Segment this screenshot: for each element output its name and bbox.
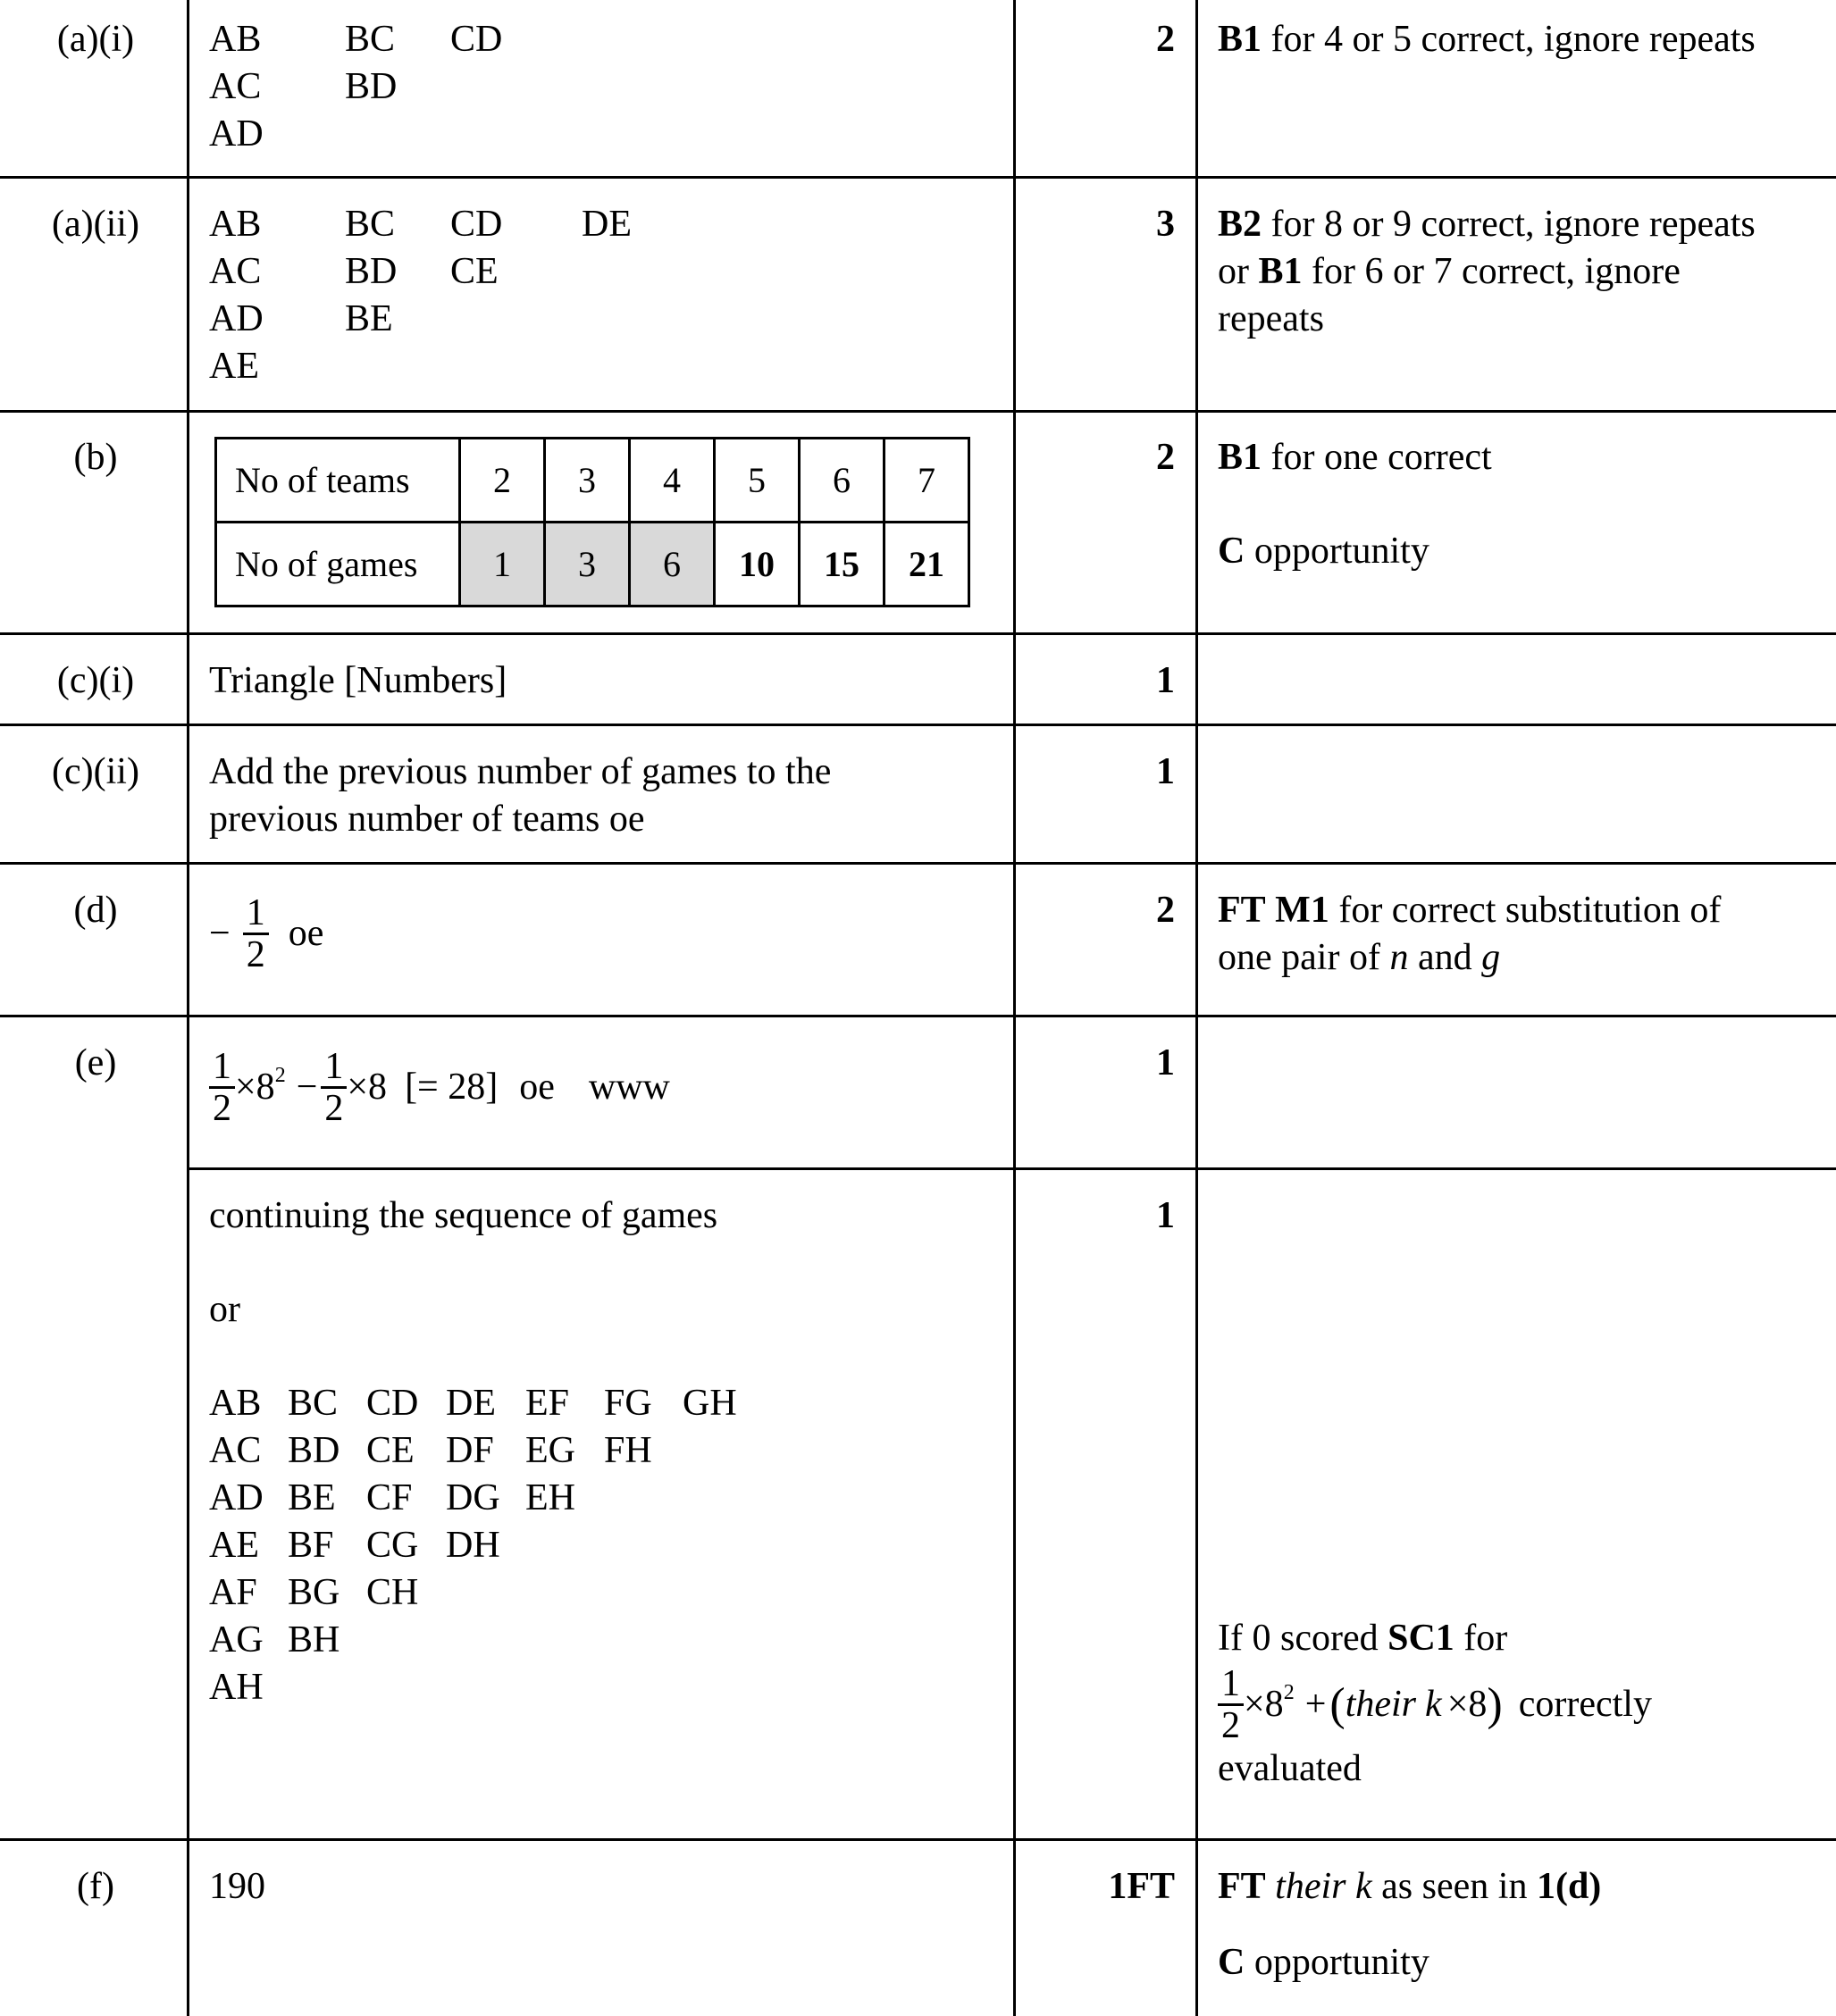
pair xyxy=(450,63,502,111)
part-label-b: (b) xyxy=(73,437,118,478)
part-label-a-ii: (a)(ii) xyxy=(52,204,139,245)
games-answer-cell: 15 xyxy=(800,523,884,606)
part-label-d: (d) xyxy=(73,890,118,931)
pair: CE xyxy=(450,251,499,292)
their-text: their xyxy=(1345,1684,1417,1725)
pairs-list-e xyxy=(209,1380,737,1711)
mark-e-1: 1 xyxy=(1156,1042,1175,1083)
pair: BC xyxy=(288,1383,339,1424)
pair xyxy=(683,1617,737,1664)
mark-c-ii: 1 xyxy=(1156,751,1175,792)
pair xyxy=(683,1427,737,1475)
mark-code: C xyxy=(1218,531,1245,572)
guidance-text: for xyxy=(1454,1618,1508,1659)
teams-cell: 2 xyxy=(460,439,545,523)
part-label-f: (f) xyxy=(77,1866,114,1907)
answer-a-i xyxy=(209,16,502,158)
pair: BD xyxy=(345,251,398,292)
pair xyxy=(525,1617,604,1664)
fraction xyxy=(243,893,269,975)
teams-cell: 3 xyxy=(545,439,630,523)
pairs-list-a-i xyxy=(209,16,502,158)
pair: DE xyxy=(582,204,632,245)
pair: BC xyxy=(345,19,396,60)
pair: BC xyxy=(345,204,396,245)
row-divider xyxy=(0,1838,1836,1841)
term: ×8 xyxy=(347,1067,388,1108)
pair xyxy=(446,1617,525,1664)
mark-a-ii: 3 xyxy=(1156,204,1175,245)
pair: AB xyxy=(209,204,262,245)
pair: BD xyxy=(288,1430,340,1471)
pair xyxy=(525,1569,604,1617)
row-divider xyxy=(0,862,1836,865)
guidance-text: one pair of xyxy=(1218,937,1390,978)
pair: AE xyxy=(209,346,259,387)
pair xyxy=(604,1617,683,1664)
games-answer-cell: 21 xyxy=(884,523,969,606)
answer-c-ii xyxy=(209,749,831,843)
pair: CD xyxy=(450,204,503,245)
pair xyxy=(345,111,450,158)
guidance-text: opportunity xyxy=(1245,531,1429,572)
pair: GH xyxy=(683,1383,737,1424)
mark-code: B1 xyxy=(1218,19,1262,60)
variable: n xyxy=(1389,937,1409,978)
mark-c-i: 1 xyxy=(1156,660,1175,701)
pair: FG xyxy=(604,1383,652,1424)
guidance-a-i xyxy=(1218,16,1825,63)
pair xyxy=(446,1569,525,1617)
numerator: 1 xyxy=(321,1047,347,1089)
guidance-text: opportunity xyxy=(1245,1942,1429,1983)
games-answer-cell: 10 xyxy=(715,523,800,606)
or-text: or xyxy=(209,1289,240,1330)
pair: AD xyxy=(209,298,264,339)
fraction xyxy=(209,1047,235,1128)
pair: AB xyxy=(209,19,262,60)
games-given-cell: 1 xyxy=(460,523,545,606)
term: ×8 xyxy=(1446,1684,1488,1725)
pair xyxy=(604,1475,683,1522)
pair: BE xyxy=(345,298,393,339)
denominator: 2 xyxy=(324,1088,344,1129)
pair: AE xyxy=(209,1525,259,1566)
part-label-c-ii: (c)(ii) xyxy=(52,751,139,792)
part-label-a-i: (a)(i) xyxy=(56,19,135,60)
pair: CD xyxy=(366,1383,419,1424)
guidance-text: for one correct xyxy=(1262,437,1492,478)
variable: g xyxy=(1481,937,1501,978)
guidance-text: or xyxy=(1218,251,1259,292)
pair xyxy=(604,1664,683,1711)
pair xyxy=(288,1664,366,1711)
pair xyxy=(446,1664,525,1711)
table-row xyxy=(216,439,969,523)
pair: DE xyxy=(446,1383,496,1424)
pair: DF xyxy=(446,1430,494,1471)
column-divider xyxy=(1013,0,1016,2016)
teams-games-table xyxy=(214,437,970,607)
pair: AC xyxy=(209,251,262,292)
pair: CH xyxy=(366,1572,419,1613)
mark-code: SC1 xyxy=(1387,1618,1455,1659)
pair: FH xyxy=(604,1430,652,1471)
teams-cell: 7 xyxy=(884,439,969,523)
guidance-text: for 4 or 5 correct, ignore repeats xyxy=(1262,19,1756,60)
term: ×8 xyxy=(1244,1684,1284,1725)
fraction xyxy=(321,1047,347,1128)
pair xyxy=(582,248,632,296)
pair: CD xyxy=(450,19,503,60)
pair: BH xyxy=(288,1619,340,1660)
mark-f: 1FT xyxy=(1108,1866,1175,1907)
pair: DH xyxy=(446,1525,500,1566)
mark-a-i: 2 xyxy=(1156,19,1175,60)
row-divider xyxy=(0,176,1836,179)
row-divider xyxy=(0,1015,1836,1017)
pair xyxy=(345,343,450,390)
pair: EF xyxy=(525,1383,570,1424)
pair: EG xyxy=(525,1430,575,1471)
guidance-b xyxy=(1218,434,1825,575)
pair xyxy=(683,1522,737,1569)
answer-a-ii xyxy=(209,201,632,390)
sc-formula: $\frac{1}{2}$ ×8 $^2$ + ( their k ×8 ) correctly xyxy=(1218,1664,1825,1745)
teams-cell: 5 xyxy=(715,439,800,523)
denominator: 2 xyxy=(213,1088,231,1129)
guidance-text: as seen in xyxy=(1371,1866,1537,1907)
guidance-text: for correct substitution of xyxy=(1329,890,1722,931)
close-paren: ) xyxy=(1487,1679,1503,1730)
numerator: 1 xyxy=(1218,1664,1244,1706)
variable: k xyxy=(1355,1866,1372,1907)
mark-b: 2 xyxy=(1156,437,1175,478)
pair: BG xyxy=(288,1572,340,1613)
denominator: 2 xyxy=(246,934,265,975)
fraction xyxy=(1218,1664,1244,1745)
pair xyxy=(582,296,632,343)
pair: CF xyxy=(366,1477,413,1518)
mark-code: FT xyxy=(1218,890,1266,931)
guidance-text: If 0 scored xyxy=(1218,1618,1388,1659)
pair: DG xyxy=(446,1477,500,1518)
variable: k xyxy=(1425,1684,1442,1725)
pair: AD xyxy=(209,1477,264,1518)
pair: AC xyxy=(209,66,262,107)
row-divider xyxy=(187,1167,1836,1170)
answer-f: 190 xyxy=(209,1866,265,1907)
pair: BE xyxy=(288,1477,336,1518)
pair xyxy=(683,1664,737,1711)
pair xyxy=(525,1664,604,1711)
part-label-c-i: (c)(i) xyxy=(56,660,135,701)
result: [= 28] xyxy=(405,1067,499,1108)
column-divider xyxy=(187,0,189,2016)
their-text: their xyxy=(1275,1866,1346,1907)
mark-d: 2 xyxy=(1156,890,1175,931)
open-paren: ( xyxy=(1329,1679,1346,1730)
row-divider xyxy=(0,410,1836,413)
pair: AH xyxy=(209,1667,264,1708)
pair xyxy=(582,343,632,390)
term: ×8 xyxy=(235,1067,275,1108)
row-divider xyxy=(0,632,1836,635)
pair: AG xyxy=(209,1619,264,1660)
answer-line: previous number of teams oe xyxy=(209,799,645,840)
numerator: 1 xyxy=(243,893,269,935)
oe-note: oe xyxy=(288,913,324,954)
guidance-a-ii xyxy=(1218,201,1825,343)
mark-code: M1 xyxy=(1275,890,1329,931)
guidance-text: evaluated xyxy=(1218,1748,1362,1789)
pair xyxy=(525,1522,604,1569)
answer-line: continuing the sequence of games xyxy=(209,1195,718,1236)
pair: BF xyxy=(288,1525,334,1566)
column-divider xyxy=(1195,0,1198,2016)
pair: EH xyxy=(525,1477,575,1518)
guidance-e xyxy=(1218,1615,1825,1793)
pair xyxy=(450,343,582,390)
pair xyxy=(366,1617,446,1664)
www-note: www xyxy=(588,1067,670,1108)
pair: CG xyxy=(366,1525,419,1566)
row-label-games: No of games xyxy=(216,523,460,606)
answer-c-i: Triangle [Numbers] xyxy=(209,660,507,701)
part-label-e: (e) xyxy=(74,1042,117,1083)
table-row xyxy=(216,523,969,606)
pair: CE xyxy=(366,1430,415,1471)
pair: AF xyxy=(209,1572,257,1613)
pair xyxy=(604,1569,683,1617)
row-label-teams: No of teams xyxy=(216,439,460,523)
guidance-d xyxy=(1218,887,1825,982)
games-given-cell: 3 xyxy=(545,523,630,606)
plus-sign: + xyxy=(1304,1684,1327,1725)
teams-cell: 6 xyxy=(800,439,884,523)
answer-d xyxy=(209,893,323,975)
mark-code: B1 xyxy=(1218,437,1262,478)
pairs-list-a-ii xyxy=(209,201,632,390)
minus-sign: − xyxy=(209,913,231,954)
teams-cell: 4 xyxy=(630,439,715,523)
pair xyxy=(683,1569,737,1617)
mark-e-2: 1 xyxy=(1156,1195,1175,1236)
pair: AD xyxy=(209,113,264,155)
numerator: 1 xyxy=(209,1047,235,1089)
mark-code: FT xyxy=(1218,1866,1266,1907)
question-ref: 1(d) xyxy=(1536,1866,1602,1907)
answer-e-method xyxy=(209,1192,737,1711)
pair xyxy=(366,1664,446,1711)
pair xyxy=(450,111,502,158)
denominator: 2 xyxy=(1221,1705,1240,1746)
games-given-cell: 6 xyxy=(630,523,715,606)
answer-e-formula: $\frac{1}{2}$ ×8 $^2$ − $\frac{1}{2}$ ×8 [= 28] oe www xyxy=(209,1047,670,1128)
guidance-text: repeats xyxy=(1218,298,1324,339)
answer-line: Add the previous number of games to the xyxy=(209,751,832,792)
pair xyxy=(604,1522,683,1569)
pair xyxy=(683,1475,737,1522)
pair xyxy=(450,296,582,343)
guidance-text: for 6 or 7 correct, ignore xyxy=(1302,251,1681,292)
guidance-text: correctly xyxy=(1518,1684,1652,1725)
mark-code: B1 xyxy=(1258,251,1303,292)
mark-code: B2 xyxy=(1218,204,1262,245)
row-divider xyxy=(0,724,1836,726)
pair: BD xyxy=(345,66,398,107)
guidance-text: for 8 or 9 correct, ignore repeats xyxy=(1262,204,1756,245)
pair: AC xyxy=(209,1430,262,1471)
guidance-f xyxy=(1218,1863,1825,1987)
oe-note: oe xyxy=(519,1067,555,1108)
minus-sign: − xyxy=(296,1067,318,1108)
pair: AB xyxy=(209,1383,262,1424)
guidance-text: and xyxy=(1408,937,1482,978)
mark-code: C xyxy=(1218,1942,1245,1983)
